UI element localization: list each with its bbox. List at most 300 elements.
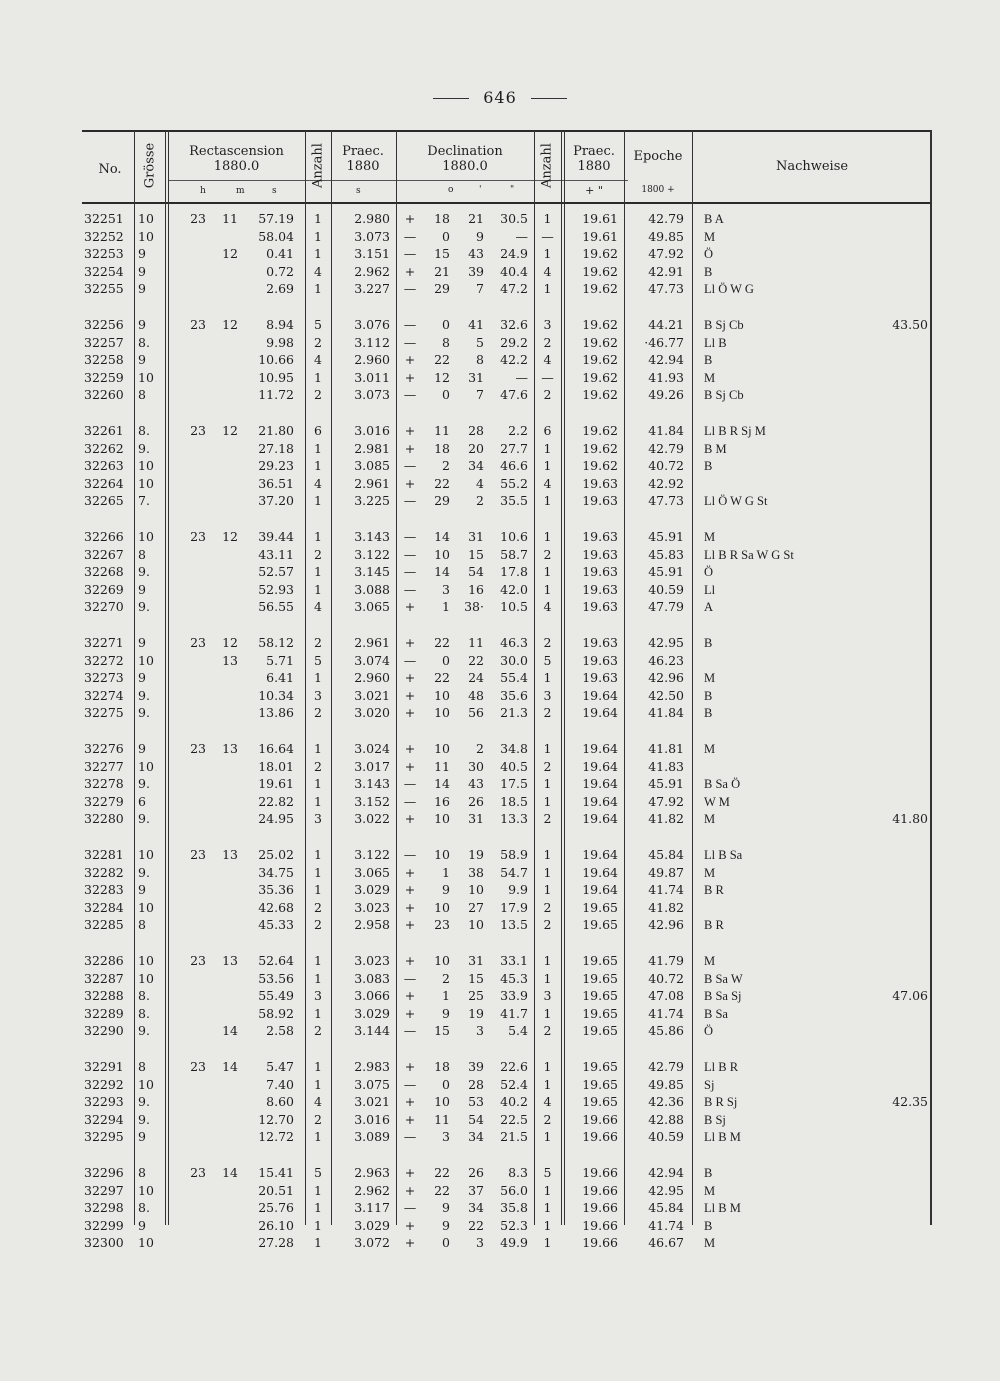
cell-decl-minutes: 16 bbox=[468, 581, 484, 597]
cell-decl-seconds: 2.2 bbox=[508, 423, 528, 438]
cell-praec-2: 19.63 bbox=[582, 581, 618, 597]
cell-nachweise: B bbox=[704, 264, 713, 279]
cell-ra-seconds: 25.76 bbox=[258, 1200, 294, 1216]
cell-groesse: 9 bbox=[138, 670, 146, 686]
cell-decl-seconds: 46.3 bbox=[500, 635, 528, 650]
cell-anzahl: 1 bbox=[314, 1129, 322, 1145]
cell-decl-degrees: 10 bbox=[434, 546, 450, 562]
cell-anzahl: 1 bbox=[314, 1076, 322, 1092]
cell-praec: 3.023 bbox=[354, 953, 390, 968]
cell-anzahl-2: 2 bbox=[543, 334, 552, 350]
header-decl-unit-deg: o bbox=[448, 185, 454, 195]
cell-anzahl-2: 4 bbox=[543, 599, 552, 615]
cell-decl-degrees: 23 bbox=[434, 917, 450, 933]
cell-anzahl-2: 2 bbox=[543, 899, 552, 915]
header-epoche-unit: 1800 + bbox=[641, 185, 675, 195]
cell-praec: 3.024 bbox=[354, 741, 390, 756]
cell-decl-minutes: 43 bbox=[468, 246, 484, 262]
cell-no: 32278 bbox=[84, 776, 124, 792]
cell-anzahl: 1 bbox=[314, 246, 322, 262]
cell-groesse: 10 bbox=[138, 970, 154, 986]
cell-decl-sign: + bbox=[404, 687, 416, 703]
header-decl-unit-sec: " bbox=[510, 185, 515, 195]
cell-no: 32261 bbox=[84, 423, 124, 438]
cell-decl-minutes: 39 bbox=[468, 263, 484, 279]
cell-praec-2: 19.61 bbox=[582, 211, 618, 226]
cell-decl-minutes: 34 bbox=[468, 458, 484, 474]
cell-ra-seconds: 45.33 bbox=[258, 917, 294, 933]
cell-decl-seconds: 58.9 bbox=[500, 847, 528, 862]
cell-praec-2: 19.66 bbox=[582, 1200, 618, 1216]
cell-decl-seconds: 17.9 bbox=[500, 899, 528, 915]
cell-praec: 3.143 bbox=[354, 776, 390, 792]
cell-decl-sign: + bbox=[404, 599, 416, 615]
cell-nachweise: B Sa Ö bbox=[704, 777, 741, 792]
cell-ra-seconds: 5.47 bbox=[266, 1059, 294, 1074]
cell-decl-minutes: 41 bbox=[468, 317, 484, 332]
cell-epoche: 42.91 bbox=[648, 263, 684, 279]
cell-ra-seconds: 39.44 bbox=[258, 529, 294, 544]
cell-decl-minutes: 11 bbox=[468, 635, 484, 650]
cell-decl-minutes: 48 bbox=[468, 687, 484, 703]
column-divider bbox=[396, 130, 397, 1225]
cell-decl-degrees: 0 bbox=[442, 317, 450, 332]
cell-no: 32263 bbox=[84, 458, 124, 474]
cell-nachweise: B bbox=[704, 706, 713, 721]
cell-praec-2: 19.66 bbox=[582, 1129, 618, 1145]
cell-praec-2: 19.62 bbox=[582, 423, 618, 438]
cell-decl-degrees: 15 bbox=[434, 246, 450, 262]
cell-nachweise: B bbox=[704, 353, 713, 368]
cell-praec: 3.227 bbox=[354, 281, 390, 297]
cell-praec-2: 19.63 bbox=[582, 670, 618, 686]
cell-decl-sign: — bbox=[403, 776, 417, 792]
cell-anzahl-2: 4 bbox=[543, 475, 552, 491]
cell-nachweise: M bbox=[704, 954, 716, 968]
cell-anzahl-2: 2 bbox=[543, 387, 552, 403]
cell-praec-2: 19.62 bbox=[582, 440, 618, 456]
cell-anzahl: 1 bbox=[314, 670, 322, 686]
cell-praec-2: 19.65 bbox=[582, 917, 618, 933]
cell-decl-seconds: 55.4 bbox=[500, 670, 528, 686]
cell-decl-minutes: 53 bbox=[468, 1094, 484, 1110]
cell-anzahl: 3 bbox=[314, 687, 322, 703]
cell-no: 32259 bbox=[84, 369, 124, 385]
cell-no: 32276 bbox=[84, 741, 124, 756]
cell-ra-seconds: 34.75 bbox=[258, 864, 294, 880]
cell-no: 32298 bbox=[84, 1200, 124, 1216]
cell-no: 32297 bbox=[84, 1182, 124, 1198]
cell-praec: 3.122 bbox=[354, 847, 390, 862]
cell-decl-seconds: 49.9 bbox=[500, 1235, 528, 1251]
cell-decl-sign: — bbox=[403, 793, 417, 809]
cell-decl-sign: — bbox=[403, 281, 417, 297]
cell-decl-sign: — bbox=[403, 581, 417, 597]
cell-decl-degrees: 10 bbox=[434, 705, 450, 721]
cell-epoche: 42.79 bbox=[648, 440, 684, 456]
page-number-text: 646 bbox=[483, 88, 517, 107]
cell-decl-minutes: 15 bbox=[468, 546, 484, 562]
cell-ra-seconds: 18.01 bbox=[258, 758, 294, 774]
table-top-rule bbox=[82, 130, 932, 132]
cell-decl-seconds: 30.0 bbox=[500, 652, 528, 668]
cell-decl-sign: + bbox=[404, 369, 416, 385]
cell-ra-hours: 23 bbox=[190, 211, 206, 226]
cell-anzahl: 1 bbox=[314, 793, 322, 809]
cell-decl-minutes: 3 bbox=[476, 1235, 484, 1251]
cell-decl-degrees: 9 bbox=[442, 882, 450, 898]
cell-groesse: 9 bbox=[138, 1129, 146, 1145]
cell-decl-degrees: 22 bbox=[434, 1165, 450, 1180]
cell-anzahl-2: 2 bbox=[543, 705, 552, 721]
cell-anzahl: 1 bbox=[314, 211, 322, 226]
cell-decl-seconds: 10.5 bbox=[500, 599, 528, 615]
cell-groesse: 10 bbox=[138, 1076, 154, 1092]
cell-decl-seconds: 22.5 bbox=[500, 1111, 528, 1127]
cell-groesse: 8. bbox=[138, 1005, 150, 1021]
cell-groesse: 10 bbox=[138, 529, 154, 544]
cell-anzahl-2: 3 bbox=[543, 687, 552, 703]
cell-decl-sign: + bbox=[404, 1005, 416, 1021]
cell-decl-minutes: 8 bbox=[476, 352, 484, 368]
cell-no: 32266 bbox=[84, 529, 124, 544]
cell-epoche: 41.93 bbox=[648, 369, 684, 385]
cell-anzahl-2: 1 bbox=[543, 281, 552, 297]
cell-praec-2: 19.64 bbox=[582, 705, 618, 721]
cell-anzahl: 4 bbox=[314, 263, 322, 279]
cell-praec-2: 19.66 bbox=[582, 1111, 618, 1127]
cell-decl-degrees: 14 bbox=[434, 776, 450, 792]
cell-decl-seconds: 13.3 bbox=[500, 811, 528, 827]
cell-nachweise: M bbox=[704, 1236, 716, 1251]
cell-groesse: 9. bbox=[138, 776, 150, 792]
cell-no: 32255 bbox=[84, 281, 124, 297]
cell-nachweise: B M bbox=[704, 441, 727, 456]
cell-anzahl-2: 1 bbox=[543, 1235, 552, 1251]
cell-no: 32290 bbox=[84, 1023, 124, 1039]
cell-praec: 3.144 bbox=[354, 1023, 390, 1039]
cell-decl-seconds: 27.7 bbox=[500, 440, 528, 456]
cell-nachweise: Ll B M bbox=[704, 1201, 741, 1216]
cell-praec: 3.076 bbox=[354, 317, 390, 332]
cell-ra-seconds: 10.95 bbox=[258, 369, 294, 385]
cell-nachweise: Ll B Sa bbox=[704, 848, 743, 862]
cell-praec: 3.073 bbox=[354, 387, 390, 403]
cell-ra-seconds: 10.66 bbox=[258, 352, 294, 368]
page-number bbox=[0, 88, 1000, 107]
cell-no: 32268 bbox=[84, 564, 124, 580]
cell-decl-degrees: 1 bbox=[442, 599, 450, 615]
cell-groesse: 8 bbox=[138, 387, 146, 403]
cell-praec: 3.029 bbox=[354, 882, 390, 898]
cell-ra-seconds: 7.40 bbox=[266, 1076, 294, 1092]
cell-decl-degrees: 11 bbox=[434, 1111, 450, 1127]
cell-ra-seconds: 58.92 bbox=[258, 1005, 294, 1021]
cell-praec-2: 19.65 bbox=[582, 1059, 618, 1074]
cell-decl-degrees: 15 bbox=[434, 1023, 450, 1039]
cell-decl-sign: + bbox=[404, 440, 416, 456]
cell-epoche: 49.85 bbox=[648, 1076, 684, 1092]
cell-ra-hours: 23 bbox=[190, 847, 206, 862]
cell-ra-seconds: 53.56 bbox=[258, 970, 294, 986]
cell-groesse: 8 bbox=[138, 917, 146, 933]
cell-nachweise: B Sj Cb bbox=[704, 318, 744, 332]
page-number-dash-left bbox=[433, 98, 469, 99]
header-anzahl-2: Anzahl bbox=[539, 143, 555, 188]
cell-epoche: 45.91 bbox=[648, 776, 684, 792]
cell-decl-seconds: 41.7 bbox=[500, 1005, 528, 1021]
cell-decl-minutes: 54 bbox=[468, 564, 484, 580]
cell-praec-2: 19.65 bbox=[582, 988, 618, 1004]
cell-nachweise: M bbox=[704, 812, 716, 827]
cell-no: 32300 bbox=[84, 1235, 124, 1251]
cell-groesse: 9 bbox=[138, 317, 146, 332]
cell-nachweise: M bbox=[704, 742, 716, 756]
header-epoche: Epoche bbox=[633, 149, 683, 164]
cell-ra-seconds: 52.64 bbox=[258, 953, 294, 968]
cell-anzahl-2: 1 bbox=[543, 564, 552, 580]
cell-no: 32291 bbox=[84, 1059, 124, 1074]
cell-decl-minutes: 15 bbox=[468, 970, 484, 986]
cell-groesse: 10 bbox=[138, 758, 154, 774]
cell-epoche: 49.26 bbox=[648, 387, 684, 403]
cell-praec: 3.083 bbox=[354, 970, 390, 986]
cell-anzahl: 4 bbox=[314, 1094, 322, 1110]
cell-groesse: 8 bbox=[138, 1165, 146, 1180]
cell-anzahl: 1 bbox=[314, 529, 322, 544]
cell-no: 32288 bbox=[84, 988, 124, 1004]
cell-praec-2: 19.64 bbox=[582, 811, 618, 827]
cell-anzahl-2: 2 bbox=[543, 1023, 552, 1039]
cell-groesse: 8. bbox=[138, 423, 150, 438]
cell-ra-seconds: 5.71 bbox=[266, 652, 294, 668]
cell-decl-minutes: 10 bbox=[468, 882, 484, 898]
cell-decl-minutes: 54 bbox=[468, 1111, 484, 1127]
cell-decl-minutes: 26 bbox=[468, 1165, 484, 1180]
cell-ra-hours: 23 bbox=[190, 953, 206, 968]
cell-no: 32284 bbox=[84, 899, 124, 915]
cell-groesse: 9. bbox=[138, 705, 150, 721]
cell-anzahl-2: 5 bbox=[543, 1165, 552, 1180]
cell-epoche: 49.87 bbox=[648, 864, 684, 880]
cell-decl-sign: + bbox=[404, 1182, 416, 1198]
cell-epoche: 42.94 bbox=[648, 1165, 684, 1180]
cell-praec: 3.225 bbox=[354, 493, 390, 509]
cell-decl-minutes: 10 bbox=[468, 917, 484, 933]
cell-groesse: 8 bbox=[138, 546, 146, 562]
cell-decl-degrees: 18 bbox=[434, 211, 450, 226]
cell-decl-seconds: 30.5 bbox=[500, 211, 528, 226]
cell-decl-seconds: 17.8 bbox=[500, 564, 528, 580]
cell-no: 32279 bbox=[84, 793, 124, 809]
column-divider bbox=[561, 130, 562, 1225]
cell-epoche: 42.96 bbox=[648, 670, 684, 686]
cell-decl-sign: — bbox=[403, 228, 417, 244]
cell-decl-seconds: 17.5 bbox=[500, 776, 528, 792]
cell-epoche: 42.96 bbox=[648, 917, 684, 933]
cell-decl-seconds: 47.6 bbox=[500, 387, 528, 403]
cell-decl-minutes: 21 bbox=[468, 211, 484, 226]
cell-anzahl: 1 bbox=[314, 281, 322, 297]
cell-anzahl-2: — bbox=[541, 369, 554, 385]
cell-ra-seconds: 2.69 bbox=[266, 281, 294, 297]
cell-decl-minutes: 22 bbox=[468, 1217, 484, 1233]
cell-decl-sign: — bbox=[403, 652, 417, 668]
cell-anzahl-2: 1 bbox=[543, 493, 552, 509]
cell-extra-epoche: 43.50 bbox=[892, 317, 928, 332]
cell-groesse: 10 bbox=[138, 228, 154, 244]
cell-ra-seconds: 58.04 bbox=[258, 228, 294, 244]
cell-decl-seconds: 46.6 bbox=[500, 458, 528, 474]
cell-praec: 2.963 bbox=[354, 1165, 390, 1180]
cell-praec-2: 19.62 bbox=[582, 263, 618, 279]
cell-praec: 3.085 bbox=[354, 458, 390, 474]
cell-decl-minutes: 38· bbox=[464, 599, 484, 615]
cell-praec: 3.145 bbox=[354, 564, 390, 580]
cell-decl-degrees: 22 bbox=[434, 1182, 450, 1198]
cell-groesse: 9 bbox=[138, 882, 146, 898]
cell-anzahl-2: 1 bbox=[543, 581, 552, 597]
cell-praec: 3.089 bbox=[354, 1129, 390, 1145]
cell-decl-seconds: 54.7 bbox=[500, 864, 528, 880]
cell-ra-minutes: 14 bbox=[222, 1165, 238, 1180]
cell-epoche: 42.50 bbox=[648, 687, 684, 703]
cell-nachweise: B Sa Sj bbox=[704, 989, 742, 1004]
cell-anzahl: 1 bbox=[314, 1235, 322, 1251]
cell-decl-minutes: 4 bbox=[476, 475, 484, 491]
cell-decl-minutes: 24 bbox=[468, 670, 484, 686]
column-divider bbox=[692, 130, 693, 1225]
cell-anzahl-2: 1 bbox=[543, 458, 552, 474]
cell-nachweise: B bbox=[704, 459, 713, 474]
header-bottom-rule bbox=[82, 202, 932, 204]
cell-anzahl-2: 4 bbox=[543, 1094, 552, 1110]
cell-ra-seconds: 55.49 bbox=[258, 988, 294, 1004]
cell-anzahl-2: 3 bbox=[543, 988, 552, 1004]
cell-anzahl: 1 bbox=[314, 1059, 322, 1074]
cell-nachweise: Ll bbox=[704, 582, 716, 597]
cell-nachweise: B R bbox=[704, 918, 724, 933]
cell-no: 32299 bbox=[84, 1217, 124, 1233]
cell-praec: 3.143 bbox=[354, 529, 390, 544]
cell-ra-hours: 23 bbox=[190, 1165, 206, 1180]
cell-groesse: 9 bbox=[138, 352, 146, 368]
cell-ra-seconds: 42.68 bbox=[258, 899, 294, 915]
cell-decl-degrees: 0 bbox=[442, 1235, 450, 1251]
cell-anzahl: 2 bbox=[314, 334, 322, 350]
cell-decl-minutes: 3 bbox=[476, 1023, 484, 1039]
cell-decl-seconds: 58.7 bbox=[500, 546, 528, 562]
cell-nachweise: Ll Ö W G bbox=[704, 282, 754, 297]
cell-no: 32269 bbox=[84, 581, 124, 597]
header-no: No. bbox=[98, 162, 122, 177]
cell-decl-seconds: 35.5 bbox=[500, 493, 528, 509]
cell-decl-seconds: 40.4 bbox=[500, 263, 528, 279]
cell-praec: 3.017 bbox=[354, 758, 390, 774]
cell-no: 32280 bbox=[84, 811, 124, 827]
cell-ra-minutes: 12 bbox=[222, 529, 238, 544]
cell-decl-degrees: 12 bbox=[434, 369, 450, 385]
cell-ra-minutes: 12 bbox=[222, 317, 238, 332]
cell-praec-2: 19.63 bbox=[582, 652, 618, 668]
cell-epoche: 47.79 bbox=[648, 599, 684, 615]
cell-no: 32287 bbox=[84, 970, 124, 986]
cell-praec: 3.021 bbox=[354, 687, 390, 703]
cell-praec: 2.961 bbox=[354, 475, 390, 491]
cell-groesse: 9 bbox=[138, 281, 146, 297]
cell-anzahl: 4 bbox=[314, 599, 322, 615]
cell-decl-sign: — bbox=[403, 1129, 417, 1145]
cell-praec-2: 19.64 bbox=[582, 882, 618, 898]
header-praec-2-unit: + " bbox=[585, 184, 603, 197]
cell-anzahl: 1 bbox=[314, 369, 322, 385]
cell-anzahl-2: 2 bbox=[543, 758, 552, 774]
cell-ra-seconds: 2.58 bbox=[266, 1023, 294, 1039]
cell-decl-degrees: 10 bbox=[434, 687, 450, 703]
cell-decl-degrees: 16 bbox=[434, 793, 450, 809]
cell-epoche: 42.79 bbox=[648, 1059, 684, 1074]
cell-ra-seconds: 13.86 bbox=[258, 705, 294, 721]
cell-groesse: 8. bbox=[138, 1200, 150, 1216]
cell-decl-degrees: 11 bbox=[434, 758, 450, 774]
cell-nachweise: Ll Ö W G St bbox=[704, 494, 768, 509]
cell-no: 32265 bbox=[84, 493, 124, 509]
cell-ra-seconds: 12.70 bbox=[258, 1111, 294, 1127]
cell-nachweise: Ö bbox=[704, 1024, 714, 1039]
cell-ra-seconds: 10.34 bbox=[258, 687, 294, 703]
cell-decl-seconds: — bbox=[515, 369, 528, 385]
cell-groesse: 10 bbox=[138, 847, 154, 862]
cell-nachweise: B Sj bbox=[704, 1112, 726, 1127]
cell-anzahl: 1 bbox=[314, 882, 322, 898]
cell-nachweise: B A bbox=[704, 212, 724, 226]
cell-epoche: ·46.77 bbox=[644, 334, 684, 350]
cell-no: 32272 bbox=[84, 652, 124, 668]
cell-decl-seconds: 33.1 bbox=[500, 953, 528, 968]
cell-decl-sign: — bbox=[403, 1200, 417, 1216]
cell-decl-degrees: 18 bbox=[434, 1059, 450, 1074]
column-divider bbox=[624, 130, 625, 1225]
cell-epoche: 41.82 bbox=[648, 811, 684, 827]
header-declination: Declination bbox=[427, 144, 503, 159]
cell-praec-2: 19.64 bbox=[582, 793, 618, 809]
cell-epoche: 47.92 bbox=[648, 246, 684, 262]
cell-praec-2: 19.62 bbox=[582, 352, 618, 368]
cell-no: 32295 bbox=[84, 1129, 124, 1145]
cell-epoche: 45.84 bbox=[648, 847, 684, 862]
cell-praec: 3.074 bbox=[354, 652, 390, 668]
cell-groesse: 6 bbox=[138, 793, 146, 809]
cell-nachweise: Ll B R Sa W G St bbox=[704, 547, 794, 562]
cell-decl-sign: — bbox=[403, 564, 417, 580]
cell-anzahl-2: 1 bbox=[543, 440, 552, 456]
cell-praec-2: 19.62 bbox=[582, 317, 618, 332]
cell-praec-2: 19.64 bbox=[582, 864, 618, 880]
cell-decl-sign: — bbox=[403, 546, 417, 562]
cell-praec-2: 19.63 bbox=[582, 493, 618, 509]
cell-decl-minutes: 30 bbox=[468, 758, 484, 774]
cell-decl-sign: — bbox=[403, 246, 417, 262]
cell-praec-2: 19.65 bbox=[582, 1023, 618, 1039]
cell-decl-sign: — bbox=[403, 493, 417, 509]
cell-praec-2: 19.63 bbox=[582, 546, 618, 562]
cell-praec-2: 19.64 bbox=[582, 758, 618, 774]
cell-decl-minutes: 2 bbox=[476, 741, 484, 756]
cell-nachweise: B bbox=[704, 688, 713, 703]
cell-praec: 3.023 bbox=[354, 899, 390, 915]
cell-decl-degrees: 1 bbox=[442, 864, 450, 880]
cell-ra-hours: 23 bbox=[190, 317, 206, 332]
